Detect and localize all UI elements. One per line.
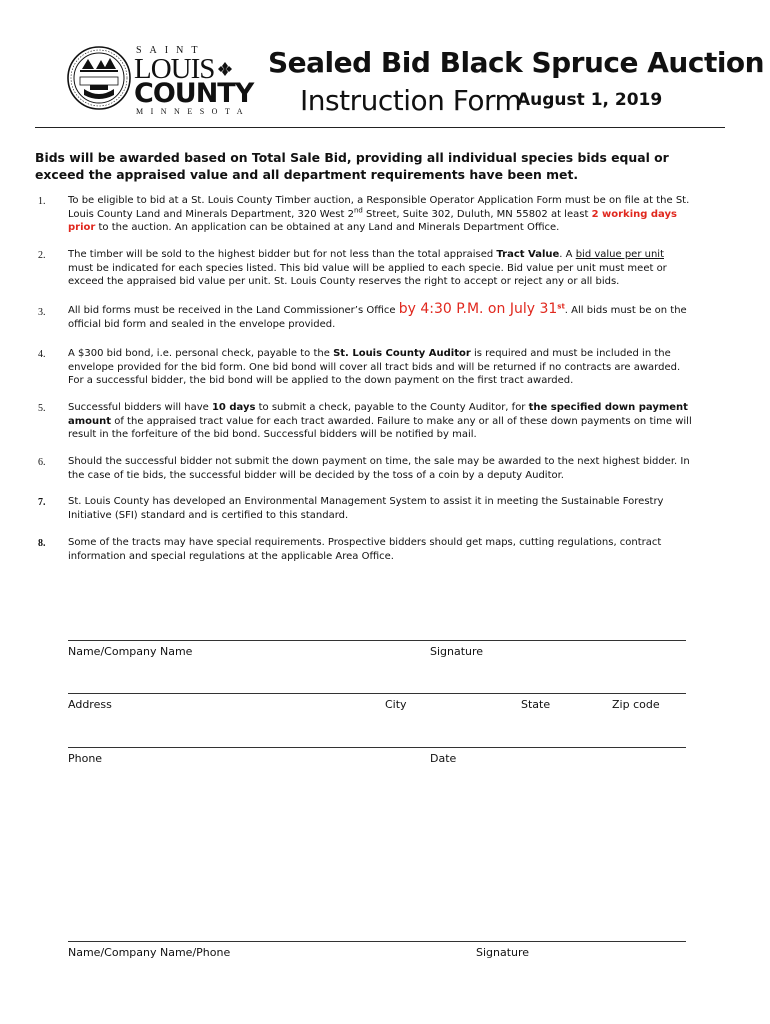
form-subtitle: Instruction Form — [300, 84, 522, 117]
signature-label-bottom: Signature — [476, 946, 530, 959]
deadline-highlight: 2 working days prior — [68, 208, 677, 233]
logo-saint-text: SAINT — [136, 45, 206, 56]
address-label: Address — [68, 698, 112, 711]
item-number: 2. — [38, 250, 46, 261]
city-label: City — [385, 698, 407, 711]
instruction-item-1: To be eligible to bid at a St. Louis County Timber auction, a Responsible Operator Application Form must be on file at the St. Louis County Land and Minerals Department, 320 West 2nd Street, Suite 302, Duluth, MN 55802 at least 2 working days prior to the auction. An application can be obtained at any Land and Minerals Department Office. — [68, 195, 690, 233]
instruction-item-2: The timber will be sold to the highest bidder but for not less than the total appraised Tract Value. A bid value per unit must be indicated for each species listed. This bid value will be applied to each specie. Bid value per unit must meet or exceed the appraised bid value per unit. St. Louis County reserves the right to accept or reject any or all bids. — [68, 249, 667, 287]
phone-date-line[interactable] — [68, 747, 686, 748]
date-label: Date — [430, 752, 457, 765]
header-divider — [35, 127, 725, 128]
item-number: 8. — [38, 538, 46, 549]
st-louis-county-logo — [66, 45, 254, 117]
logo-louis-text: LOUIS — [134, 53, 215, 85]
instruction-item-3: All bid forms must be received in the Land Commissioner’s Office by 4:30 P.M. on July 31st. All bids must be on the official bid form and sealed in the envelope provided. — [68, 301, 687, 330]
state-label: State — [521, 698, 551, 711]
zip-code-label: Zip code — [612, 698, 660, 711]
instruction-item-7: St. Louis County has developed an Environmental Management System to assist it in meeting the Sustainable Forestry Initiative (SFI) standard and is certified to this standard. — [68, 496, 664, 521]
item-number: 3. — [38, 307, 46, 318]
phone-label: Phone — [68, 752, 103, 765]
item-number: 6. — [38, 457, 46, 468]
award-criteria-statement: Bids will be awarded based on Total Sale Bid, providing all individual species bids equal or exceed the appraised value and all department requirements have been met. — [35, 150, 669, 182]
instruction-item-4: A $300 bid bond, i.e. personal check, payable to the St. Louis County Auditor is required and must be included in the envelope provided for the bid form. One bid bond will cover all tract bids and will be returned if no contracts are awarded. For a successful bidder, the bid bond will be applied to the down payment on the first tract awarded. — [68, 348, 681, 386]
county-seal-icon — [66, 45, 132, 111]
logo-county-text: COUNTY — [134, 78, 254, 109]
bottom-signature-line[interactable] — [68, 941, 686, 942]
item-number: 7. — [38, 497, 46, 508]
form-title: Sealed Bid Black Spruce Auction — [268, 46, 765, 79]
name-company-label: Name/Company Name — [68, 645, 193, 658]
item-number: 4. — [38, 349, 46, 360]
instruction-item-6: Should the successful bidder not submit the down payment on time, the sale may be awarded to the next highest bidder. In the case of tie bids, the successful bidder will be decided by the toss of a coin by a deputy Auditor. — [68, 456, 690, 481]
diamond-ornament-icon — [218, 62, 232, 76]
instruction-item-8: Some of the tracts may have special requirements. Prospective bidders should get maps, cutting regulations, contract information and special regulations at the applicable Area Office. — [68, 537, 662, 562]
instruction-item-5: Successful bidders will have 10 days to submit a check, payable to the County Auditor, for the specified down payment amount of the appraised tract value for each tract awarded. Failure to make any or all of these down payments on time will result in the forfeiture of the bid bond. Successful bidders will be notified by mail. — [68, 402, 692, 440]
name-signature-line[interactable] — [68, 640, 686, 641]
deadline-highlight: by 4:30 P.M. on July 31 — [398, 301, 558, 317]
logo-state-text: MINNESOTA — [136, 107, 250, 116]
item-number: 1. — [38, 196, 46, 207]
signature-label: Signature — [430, 645, 484, 658]
name-company-phone-label: Name/Company Name/Phone — [68, 946, 231, 959]
item-number: 5. — [38, 403, 46, 414]
address-line[interactable] — [68, 693, 686, 694]
form-date: August 1, 2019 — [517, 90, 663, 110]
